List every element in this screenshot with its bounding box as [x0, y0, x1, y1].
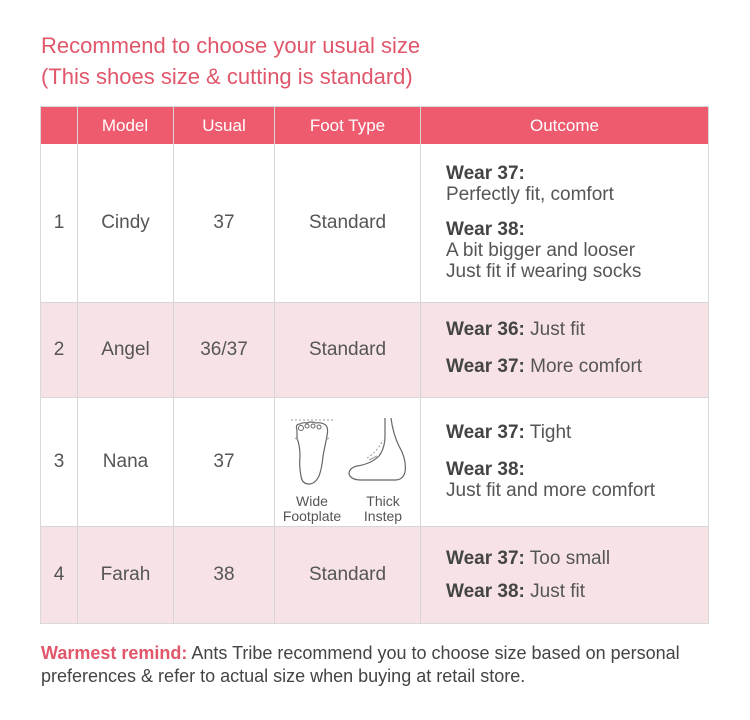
warmest-remind-note: [41, 642, 731, 688]
foot-type-cell: [275, 398, 420, 526]
usual-size: 37: [213, 212, 235, 233]
outcome-text: Too small: [524, 548, 611, 569]
foot-type: Standard: [308, 564, 387, 585]
thick-instep-icon: [347, 416, 413, 488]
column-divider: [420, 107, 421, 623]
outcome-entry: [446, 581, 610, 602]
outcome-text: More comfort: [524, 356, 643, 377]
outcome-label: Wear 38:: [446, 581, 525, 602]
outcome-label: Wear 38:: [446, 459, 525, 480]
outcome-label: Wear 37:: [446, 548, 525, 569]
outcome-cell: [446, 319, 642, 377]
remind-text: Ants Tribe recommend you to choose size based on personal preferences & refer to actual size when buying at retail store.: [41, 643, 680, 686]
outcome-text: A bit bigger and looser: [446, 240, 636, 261]
header-outcome: Outcome: [530, 116, 599, 135]
row-number: 4: [53, 564, 65, 585]
usual-size: 37: [213, 451, 235, 472]
foot-type: Standard: [308, 212, 387, 233]
outcome-entry: [446, 163, 641, 205]
header-foot-type: Foot Type: [309, 116, 386, 135]
outcome-label: Wear 38:: [446, 219, 525, 240]
size-table: [40, 106, 709, 624]
outcome-entry: [446, 459, 655, 501]
heading-line-2: (This shoes size & cutting is standard): [41, 64, 413, 89]
outcome-label: Wear 37:: [446, 356, 525, 377]
outcome-text: Just fit if wearing socks: [446, 261, 642, 282]
outcome-text: Tight: [524, 422, 572, 443]
wide-footplate-icon: [289, 416, 335, 488]
row-number: 3: [53, 451, 65, 472]
model-name: Angel: [101, 339, 150, 360]
header-usual: Usual: [202, 116, 246, 135]
wide-footplate-caption: Wide Footplate: [282, 493, 342, 524]
outcome-entry: [446, 319, 642, 340]
outcome-text: Perfectly fit, comfort: [446, 184, 614, 205]
row-number: 2: [53, 339, 65, 360]
model-name: Cindy: [101, 212, 150, 233]
heading-line-1: Recommend to choose your usual size: [41, 33, 421, 58]
model-name: Farah: [100, 564, 151, 585]
remind-label: Warmest remind:: [41, 643, 188, 663]
outcome-entry: [446, 422, 655, 443]
outcome-text: Just fit: [524, 319, 586, 340]
outcome-label: Wear 37:: [446, 163, 525, 184]
usual-size: 36/37: [200, 339, 248, 360]
outcome-cell: [446, 163, 641, 298]
outcome-entry: [446, 356, 642, 377]
header-model: Model: [101, 116, 149, 135]
model-name: Nana: [102, 451, 149, 472]
outcome-entry: [446, 548, 610, 569]
outcome-text: Just fit: [524, 581, 586, 602]
usual-size: 38: [213, 564, 235, 585]
outcome-cell: [446, 422, 655, 501]
outcome-label: Wear 36:: [446, 319, 525, 340]
page-heading: [41, 30, 420, 92]
foot-type: Standard: [308, 339, 387, 360]
outcome-cell: [446, 548, 610, 602]
outcome-text: Just fit and more comfort: [446, 480, 656, 501]
outcome-label: Wear 37:: [446, 422, 525, 443]
row-number: 1: [53, 212, 65, 233]
outcome-entry: [446, 219, 641, 282]
thick-instep-caption: Thick Instep: [363, 493, 403, 524]
table-header: [41, 107, 708, 144]
